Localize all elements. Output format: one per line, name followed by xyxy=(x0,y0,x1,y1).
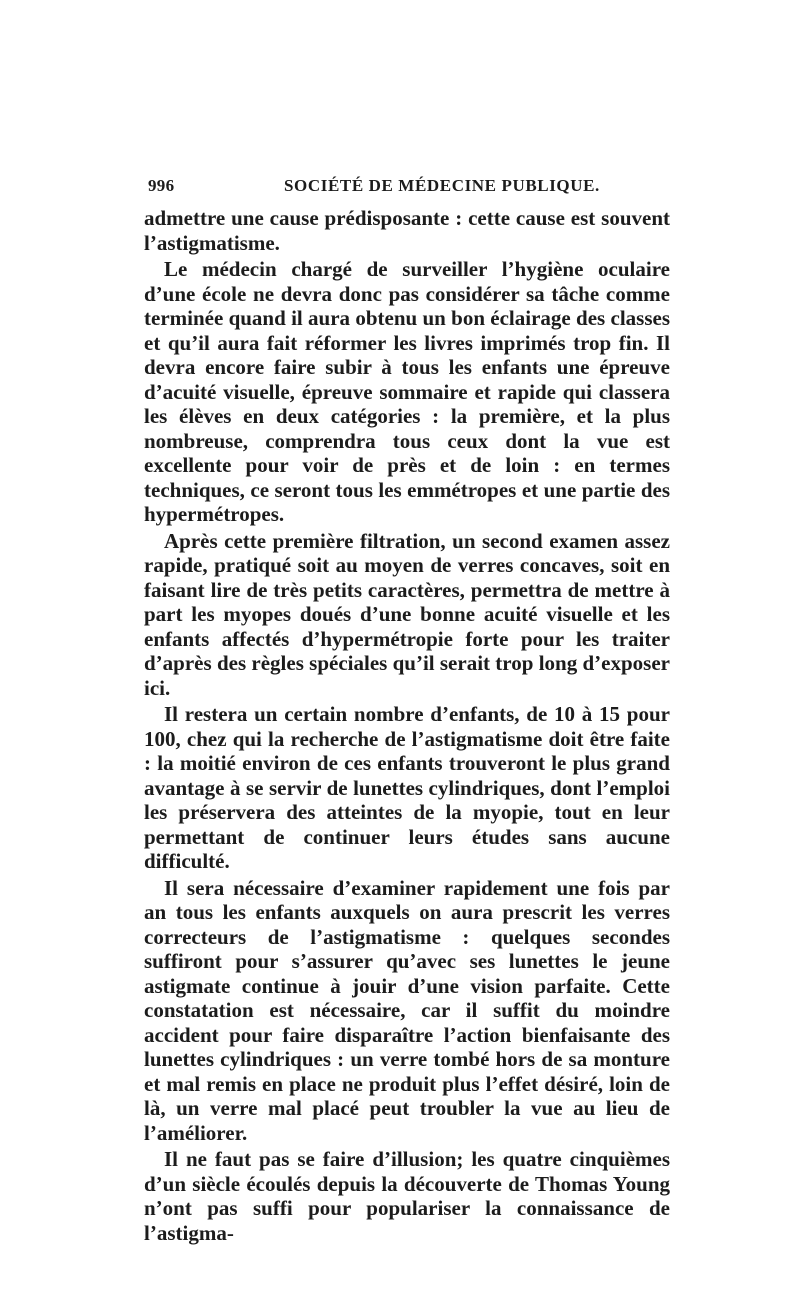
paragraph: Il restera un certain nombre d’enfants, de 10 à 15 pour 100, chez qui la recherche de l’astigmatisme doit être faite : la moitié environ de ces enfants trouveront le plus grand avantage à se servir de lunettes cylindriques, dont l’emploi les préservera des atteintes de la myopie, tout en leur permettant de continuer leurs études sans aucune difficulté. xyxy=(144,702,670,873)
paragraph: admettre une cause prédisposante : cette cause est souvent l’astigmatisme. xyxy=(144,206,670,255)
paragraph: Il sera nécessaire d’examiner rapidement une fois par an tous les enfants auxquels on aura prescrit les verres correcteurs de l’astigmatisme : quelques secondes suffiront pour s’assurer qu’avec ses lunettes le jeune astigmate continue à jouir d’une vision parfaite. Cette constatation est nécessaire, car il suffit du moindre accident pour faire disparaître l’action bienfaisante des lunettes cylindriques : un verre tombé hors de sa monture et mal remis en place ne produit plus l’effet désiré, loin de là, un verre mal placé peut troubler la vue au lieu de l’améliorer. xyxy=(144,875,670,1145)
page-number: 996 xyxy=(148,176,175,195)
body-text xyxy=(144,206,670,1247)
paragraph: Après cette première filtration, un second examen assez rapide, pratiqué soit au moyen de verres concaves, soit en faisant lire de très petits caractères, permettra de mettre à part les myopes doués d’une bonne acuité visuelle et les enfants affectés d’hypermétropie forte pour les traiter d’après des règles spéciales qu’il serait trop long d’exposer ici. xyxy=(144,528,670,700)
paragraph: Il ne faut pas se faire d’illusion; les quatre cinquièmes d’un siècle écoulés depuis la découverte de Thomas Young n’ont pas suffi pour populariser la connaissance de l’astigma- xyxy=(144,1147,670,1245)
running-title: SOCIÉTÉ DE MÉDECINE PUBLIQUE. xyxy=(284,176,600,195)
running-header xyxy=(148,176,668,200)
paragraph: Le médecin chargé de surveiller l’hygiène oculaire d’une école ne devra donc pas considérer sa tâche comme terminée quand il aura obtenu un bon éclairage des classes et qu’il aura fait réformer les livres imprimés trop fin. Il devra encore faire subir à tous les enfants une épreuve d’acuité visuelle, épreuve sommaire et rapide qui classera les élèves en deux catégories : la première, et la plus nombreuse, comprendra tous ceux dont la vue est excellente pour voir de près et de loin : en termes techniques, ce seront tous les emmétropes et une partie des hypermétropes. xyxy=(144,257,670,526)
